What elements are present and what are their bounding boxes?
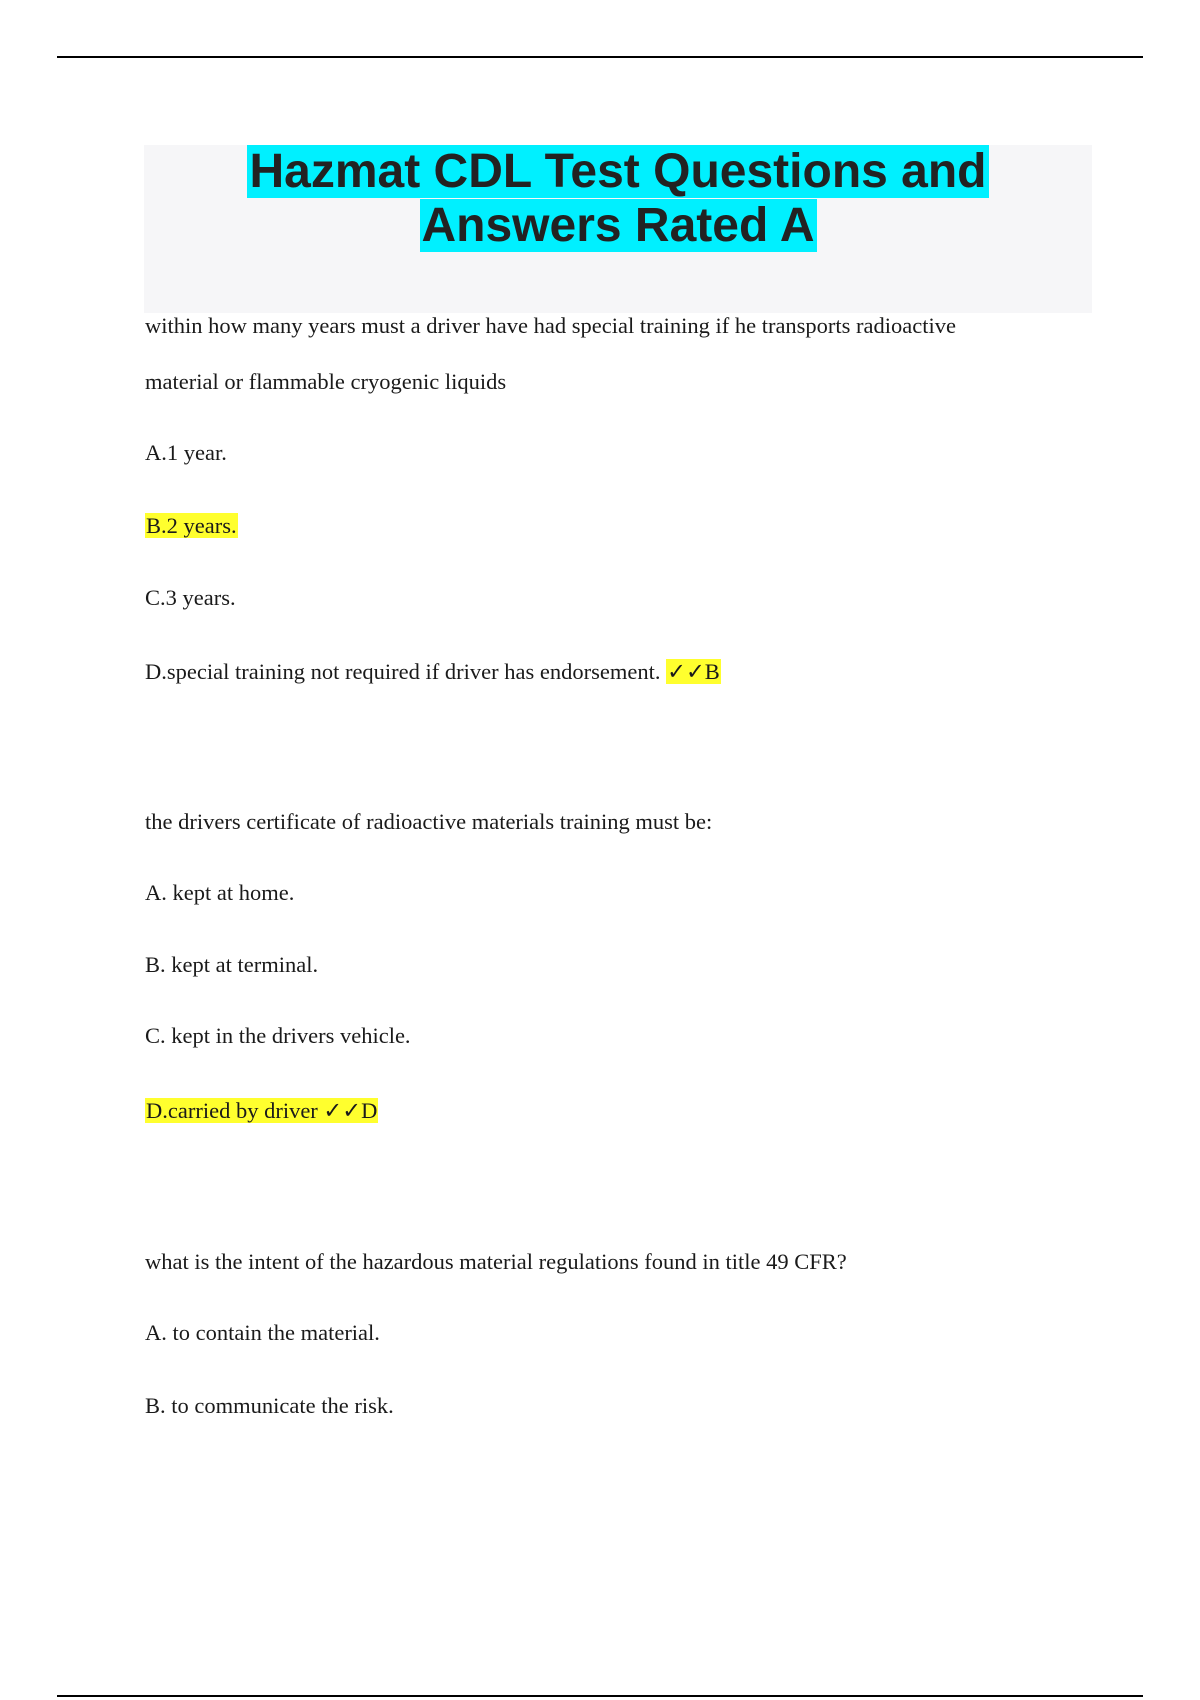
question-2-option-c: C. kept in the drivers vehicle. xyxy=(145,1023,411,1048)
question-2-text: the drivers certificate of radioactive materials training must be: xyxy=(145,809,713,834)
question-1-option-a: A.1 year. xyxy=(145,440,227,465)
question-3-option-a: A. to contain the material. xyxy=(145,1320,380,1345)
question-1-answer-badge: ✓✓B xyxy=(667,659,720,684)
document-title xyxy=(144,145,1092,253)
document-title-text: Hazmat CDL Test Questions and Answers Rated A xyxy=(249,145,987,252)
question-1-option-b xyxy=(145,511,238,541)
question-1-option-c: C.3 years. xyxy=(145,585,236,610)
question-1-option-d-text: D.special training not required if driver has endorsement. xyxy=(145,659,661,684)
question-1-text-line-1: within how many years must a driver have had special training if he transports radioactive xyxy=(145,313,956,338)
question-2-option-a: A. kept at home. xyxy=(145,880,295,905)
top-rule xyxy=(57,56,1143,58)
question-1-option-d xyxy=(145,657,721,687)
question-2-option-d xyxy=(145,1096,378,1126)
question-2-option-d-highlight: D.carried by driver ✓✓D xyxy=(146,1098,378,1123)
question-3-option-b: B. to communicate the risk. xyxy=(145,1393,394,1418)
title-panel xyxy=(144,145,1092,313)
bottom-rule xyxy=(57,1695,1143,1697)
question-2-option-b: B. kept at terminal. xyxy=(145,952,319,977)
question-3-text: what is the intent of the hazardous material regulations found in title 49 CFR? xyxy=(145,1249,847,1274)
question-1-option-b-highlight: B.2 years. xyxy=(146,513,237,538)
question-1-text-line-2: material or flammable cryogenic liquids xyxy=(145,369,507,394)
